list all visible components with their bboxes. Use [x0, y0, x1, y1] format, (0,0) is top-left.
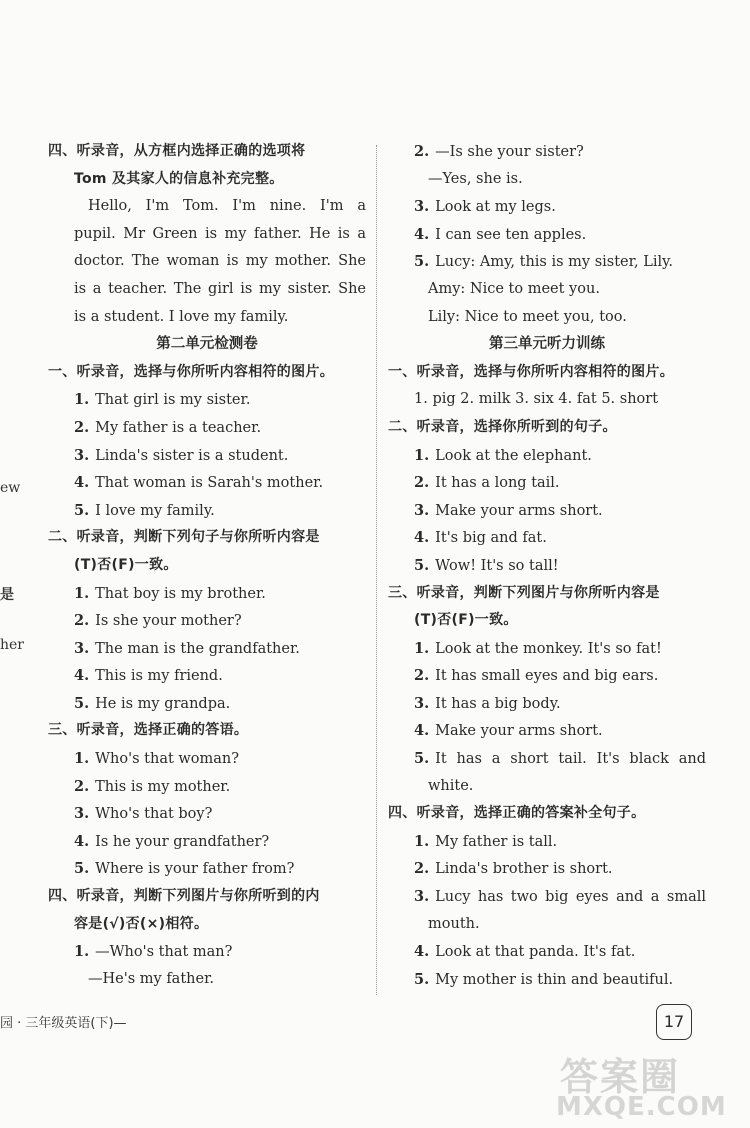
- section-heading: [48, 911, 366, 939]
- line-text: doctor. The woman is my mother. She: [74, 253, 366, 270]
- line-text: Make your arms short.: [435, 723, 603, 740]
- text-line: [48, 800, 366, 828]
- page-number: 17: [656, 1004, 692, 1040]
- item-number: 1.: [74, 584, 90, 602]
- text-line: [388, 221, 706, 249]
- line-text: Is she your mother?: [95, 613, 242, 630]
- line-text: 四、听录音，从方框内选择正确的选项将: [48, 143, 306, 159]
- line-text: —Who's that man?: [95, 944, 233, 961]
- line-text: (T)否(F)一致。: [74, 556, 178, 573]
- line-text: mouth.: [428, 915, 480, 932]
- line-text: My father is a teacher.: [95, 419, 262, 436]
- text-line: [48, 276, 366, 304]
- text-line: [388, 442, 706, 470]
- section-heading: [48, 138, 366, 166]
- section-heading: [388, 414, 706, 442]
- text-line: [388, 773, 706, 801]
- text-line: [48, 690, 366, 718]
- item-number: 4.: [414, 722, 430, 740]
- line-text: It has a short tail. It's black and: [435, 751, 706, 768]
- watermark-url: MXQE.COM: [556, 1092, 727, 1122]
- text-line: [388, 690, 706, 718]
- column-divider: [376, 145, 377, 995]
- line-text: I can see ten apples.: [435, 226, 587, 243]
- line-text: 容是(√)否(×)相符。: [74, 915, 209, 932]
- line-text: 三、听录音，选择正确的答语。: [48, 722, 249, 739]
- text-line: [388, 855, 706, 883]
- item-number: 2.: [414, 474, 430, 492]
- line-text: It's big and fat.: [435, 530, 547, 547]
- section-heading: [48, 717, 366, 745]
- line-text: pupil. Mr Green is my father. He is a: [74, 225, 366, 242]
- line-text: 四、听录音，判断下列图片与你所听到的内: [48, 888, 320, 905]
- section-heading: [48, 331, 366, 359]
- line-text: —Yes, she is.: [428, 170, 523, 187]
- section-heading: [48, 359, 366, 387]
- line-text: This is my friend.: [95, 668, 223, 685]
- item-number: 5.: [414, 556, 430, 574]
- edge-fragment: 是: [0, 587, 14, 603]
- line-text: That boy is my brother.: [95, 585, 266, 602]
- line-text: My mother is thin and beautiful.: [435, 971, 674, 988]
- line-text: 二、听录音，判断下列句子与你所听内容是: [48, 529, 320, 546]
- line-text: I love my family.: [95, 502, 215, 519]
- item-number: 3.: [74, 805, 90, 823]
- text-line: [388, 717, 706, 745]
- text-line: [388, 193, 706, 221]
- line-text: Linda's sister is a student.: [95, 447, 289, 464]
- line-text: Look at the elephant.: [435, 447, 592, 464]
- item-number: 1.: [74, 750, 90, 768]
- text-line: [48, 662, 366, 690]
- line-text: Wow! It's so tall!: [435, 557, 559, 574]
- text-line: [388, 966, 706, 994]
- item-number: 2.: [74, 612, 90, 630]
- item-number: 3.: [414, 694, 430, 712]
- item-number: 4.: [414, 529, 430, 547]
- item-number: 5.: [414, 970, 430, 988]
- line-text: That girl is my sister.: [95, 392, 251, 409]
- text-line: [388, 938, 706, 966]
- section-heading: [48, 883, 366, 911]
- text-line: [48, 966, 366, 994]
- item-number: 4.: [74, 832, 90, 850]
- line-text: That woman is Sarah's mother.: [95, 475, 324, 492]
- item-number: 1.: [414, 832, 430, 850]
- line-text: Look at the monkey. It's so fat!: [435, 640, 662, 657]
- line-text: Who's that boy?: [95, 806, 213, 823]
- footer-book-title: 园 · 三年级英语(下)—: [0, 1016, 127, 1031]
- line-text: 四、听录音，选择正确的答案补全句子。: [388, 805, 646, 822]
- text-line: [48, 497, 366, 525]
- item-number: 5.: [74, 694, 90, 712]
- text-line: [48, 855, 366, 883]
- text-line: [388, 138, 706, 166]
- text-line: [48, 248, 366, 276]
- line-text: It has a long tail.: [435, 475, 560, 492]
- item-number: 1.: [414, 446, 430, 464]
- line-text: is a student. I love my family.: [74, 308, 289, 325]
- text-line: [48, 442, 366, 470]
- item-number: 2.: [414, 667, 430, 685]
- section-heading: [388, 331, 706, 359]
- item-number: 2.: [414, 143, 430, 160]
- line-text: Lily: Nice to meet you, too.: [428, 308, 627, 325]
- item-number: 1.: [74, 943, 90, 961]
- text-line: [388, 662, 706, 690]
- text-line: [48, 469, 366, 497]
- text-line: [48, 580, 366, 608]
- line-text: 一、听录音，选择与你所听内容相符的图片。: [48, 363, 334, 380]
- line-text: —Is she your sister?: [435, 144, 584, 160]
- text-line: [388, 883, 706, 911]
- left-column: [48, 138, 366, 993]
- section-heading: [388, 359, 706, 387]
- text-line: [388, 248, 706, 276]
- text-line: [48, 304, 366, 332]
- line-text: Is he your grandfather?: [95, 833, 270, 850]
- line-text: Linda's brother is short.: [435, 861, 613, 878]
- text-line: [388, 635, 706, 663]
- line-text: Make your arms short.: [435, 502, 603, 519]
- line-text: Tom 及其家人的信息补充完整。: [74, 170, 284, 187]
- watermark-logo: 答案圈: [560, 1055, 681, 1099]
- text-line: [388, 524, 706, 552]
- item-number: 3.: [74, 639, 90, 657]
- line-text: It has small eyes and big ears.: [435, 668, 659, 685]
- item-number: 3.: [414, 198, 430, 216]
- text-line: [48, 745, 366, 773]
- line-text: Look at my legs.: [435, 199, 556, 216]
- item-number: 4.: [74, 474, 90, 492]
- line-text: (T)否(F)一致。: [414, 612, 518, 629]
- line-text: It has a big body.: [435, 695, 561, 712]
- text-line: [48, 938, 366, 966]
- line-text: Look at that panda. It's fat.: [435, 944, 636, 961]
- line-text: He is my grandpa.: [95, 695, 231, 712]
- item-number: 2.: [74, 418, 90, 436]
- line-text: 第三单元听力训练: [489, 336, 605, 353]
- line-text: 1. pig 2. milk 3. six 4. fat 5. short: [414, 391, 659, 408]
- item-number: 4.: [414, 943, 430, 961]
- text-line: [388, 304, 706, 332]
- text-line: [48, 828, 366, 856]
- line-text: The man is the grandfather.: [95, 640, 300, 657]
- line-text: Lucy: Amy, this is my sister, Lily.: [435, 254, 673, 271]
- text-line: [48, 773, 366, 801]
- section-heading: [48, 524, 366, 552]
- edge-fragment: ew: [0, 480, 21, 496]
- line-text: Where is your father from?: [95, 861, 295, 878]
- line-text: Who's that woman?: [95, 751, 240, 768]
- text-line: [388, 552, 706, 580]
- line-text: white.: [428, 777, 474, 794]
- item-number: 4.: [74, 667, 90, 685]
- item-number: 1.: [74, 391, 90, 409]
- section-heading: [388, 580, 706, 608]
- text-line: [388, 828, 706, 856]
- text-line: [48, 607, 366, 635]
- text-line: [48, 635, 366, 663]
- item-number: 5.: [74, 860, 90, 878]
- item-number: 3.: [74, 446, 90, 464]
- text-line: [48, 193, 366, 221]
- text-line: [388, 166, 706, 194]
- item-number: 3.: [414, 888, 430, 906]
- text-line: [48, 414, 366, 442]
- section-heading: [388, 800, 706, 828]
- line-text: 三、听录音，判断下列图片与你所听内容是: [388, 584, 660, 601]
- line-text: Amy: Nice to meet you.: [428, 280, 600, 297]
- section-heading: [388, 607, 706, 635]
- item-number: 5.: [414, 253, 430, 271]
- text-line: [48, 221, 366, 249]
- item-number: 4.: [414, 225, 430, 243]
- item-number: 1.: [414, 639, 430, 657]
- line-text: is a teacher. The girl is my sister. She: [74, 280, 366, 297]
- item-number: 3.: [414, 501, 430, 519]
- line-text: 一、听录音，选择与你所听内容相符的图片。: [388, 363, 674, 380]
- text-line: [48, 386, 366, 414]
- edge-fragment: her: [0, 637, 24, 653]
- text-line: [388, 745, 706, 773]
- line-text: 第二单元检测卷: [156, 336, 258, 353]
- text-line: [388, 276, 706, 304]
- item-number: 5.: [74, 501, 90, 519]
- line-text: My father is tall.: [435, 833, 558, 850]
- text-line: [388, 386, 706, 414]
- line-text: —He's my father.: [88, 970, 215, 987]
- item-number: 2.: [74, 777, 90, 795]
- text-line: [388, 497, 706, 525]
- text-line: [388, 911, 706, 939]
- section-heading: [48, 552, 366, 580]
- item-number: 5.: [414, 750, 430, 768]
- right-column: [388, 138, 706, 993]
- section-heading: [48, 166, 366, 194]
- line-text: Hello, I'm Tom. I'm nine. I'm a: [88, 198, 366, 215]
- line-text: 二、听录音，选择你所听到的句子。: [388, 418, 617, 435]
- line-text: This is my mother.: [95, 778, 231, 795]
- item-number: 2.: [414, 860, 430, 878]
- line-text: Lucy has two big eyes and a small: [435, 889, 706, 906]
- text-line: [388, 469, 706, 497]
